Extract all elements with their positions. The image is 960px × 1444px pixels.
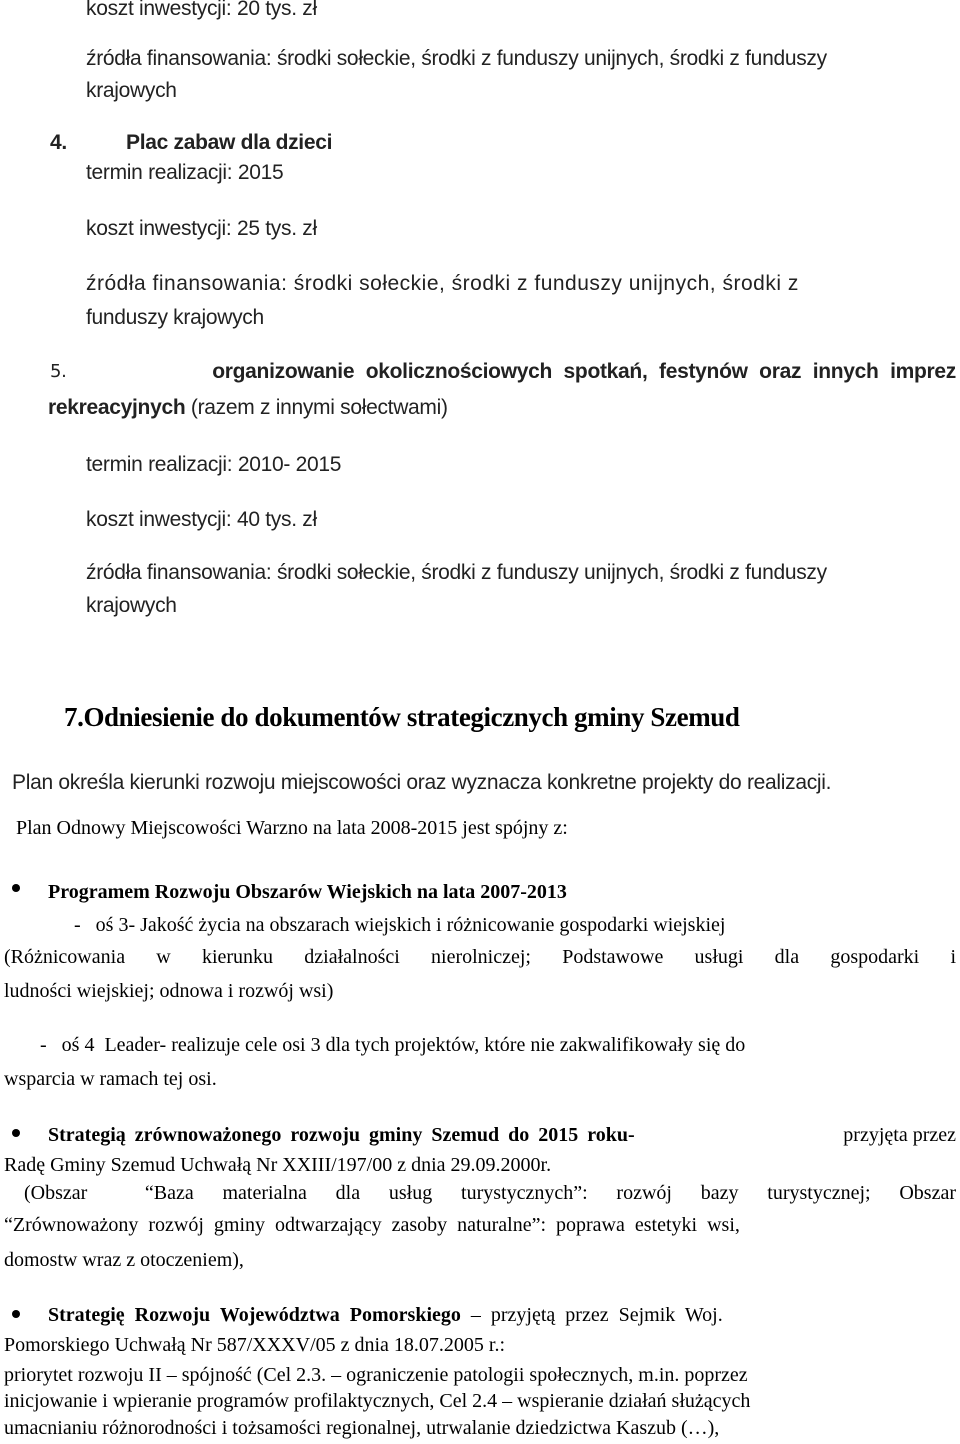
item5-number: 5.	[50, 361, 67, 382]
bullet1-title: Programem Rozwoju Obszarów Wiejskich na lata 2007-2013	[48, 881, 567, 903]
bullet-point	[12, 1129, 20, 1137]
bullet3-line4: inicjowanie i wpieranie programów profilaktycznych, Cel 2.4 – wspieranie działań służących	[4, 1390, 751, 1412]
bullet1-axis3-line2: (Różnicowania w kierunku działalności nierolniczej; Podstawowe usługi dla gospodarki i	[4, 946, 956, 968]
bullet3-title-rest: – przyjętą przez Sejmik Woj.	[460, 1304, 723, 1326]
item3-funding-line1: źródła finansowania: środki sołeckie, środki z funduszy unijnych, środki z funduszy	[86, 47, 827, 70]
item4-cost: koszt inwestycji: 25 tys. zł	[86, 217, 317, 240]
bullet1-axis3-line1-text: - oś 3- Jakość życia na obszarach wiejskich i różnicowanie gospodarki wiejskiej	[74, 914, 726, 936]
item5-cost: koszt inwestycji: 40 tys. zł	[86, 508, 317, 531]
bullet1-axis4-line1: - oś 4 Leader- realizuje cele osi 3 dla tych projektów, które nie zakwalifikowały się do	[40, 1034, 746, 1056]
item3-funding-line2: krajowych	[86, 79, 177, 102]
item5-title-line2-bold: rekreacyjnych	[48, 396, 186, 419]
bullet3-line5: umacnianiu różnorodności i tożsamości regionalnej, utrwalanie dziedzictwa Kaszub (…),	[4, 1417, 720, 1439]
item3-cost: koszt inwestycji: 20 tys. zł	[86, 0, 317, 20]
section7-heading: 7.Odniesienie do dokumentów strategicznych gminy Szemud	[64, 702, 740, 732]
item4-funding-line1: źródła finansowania: środki sołeckie, środki z funduszy unijnych, środki z	[86, 272, 799, 295]
bullet2-line4: “Zrównoważony rozwój gminy odtwarzający zasoby naturalne”: poprawa estetyki wsi,	[4, 1214, 740, 1236]
bullet2-line2: Radę Gminy Szemud Uchwałą Nr XXIII/197/00 z dnia 29.09.2000r.	[4, 1154, 552, 1176]
bullet1-axis3-line1	[74, 910, 954, 940]
item4-heading	[50, 128, 332, 158]
section7-intro-line2: Plan Odnowy Miejscowości Warzno na lata 2008-2015 jest spójny z:	[16, 817, 568, 839]
item5-funding-line2: krajowych	[86, 594, 177, 617]
bullet2-title	[48, 1120, 956, 1150]
item4-funding-line2: funduszy krajowych	[86, 306, 264, 329]
item5-title-line1: organizowanie okolicznościowych spotkań, festynów oraz innych imprez	[212, 360, 956, 383]
bullet1-axis3-line3: ludności wiejskiej; odnowa i rozwój wsi)	[4, 980, 334, 1002]
bullet-point	[12, 1310, 20, 1318]
item5-heading-line2	[48, 393, 448, 423]
bullet3-title-bold: Strategię Rozwoju Województwa Pomorskiego	[48, 1304, 461, 1326]
bullet-point	[12, 884, 20, 892]
section7-intro-line1: Plan określa kierunki rozwoju miejscowości oraz wyznacza konkretne projekty do realizacji.	[12, 771, 832, 794]
bullet2-line5: domostw wraz z otoczeniem),	[4, 1249, 244, 1271]
item4-title: Plac zabaw dla dzieci	[126, 131, 333, 154]
item5-heading-line1	[50, 357, 956, 387]
bullet2-title-rest: przyjęta przez	[843, 1124, 956, 1146]
item4-number: 4.	[50, 131, 67, 154]
item5-term: termin realizacji: 2010- 2015	[86, 453, 342, 476]
bullet2-line3: (Obszar “Baza materialna dla usług turystycznych”: rozwój bazy turystycznej; Obszar	[24, 1182, 956, 1204]
bullet1-axis4-line2: wsparcia w ramach tej osi.	[4, 1068, 217, 1090]
item4-term: termin realizacji: 2015	[86, 161, 284, 184]
bullet3-line3: priorytet rozwoju II – spójność (Cel 2.3. – ograniczenie patologii społecznych, m.in. poprzez	[4, 1364, 748, 1386]
bullet3-title	[48, 1300, 723, 1330]
bullet2-title-bold: Strategią zrównoważonego rozwoju gminy Szemud do 2015 roku-	[48, 1124, 635, 1146]
item5-funding-line1: źródła finansowania: środki sołeckie, środki z funduszy unijnych, środki z funduszy	[86, 561, 827, 584]
item5-title-line2-rest: (razem z innymi sołectwami)	[185, 396, 448, 419]
bullet3-line2: Pomorskiego Uchwałą Nr 587/XXXV/05 z dnia 18.07.2005 r.:	[4, 1334, 506, 1356]
